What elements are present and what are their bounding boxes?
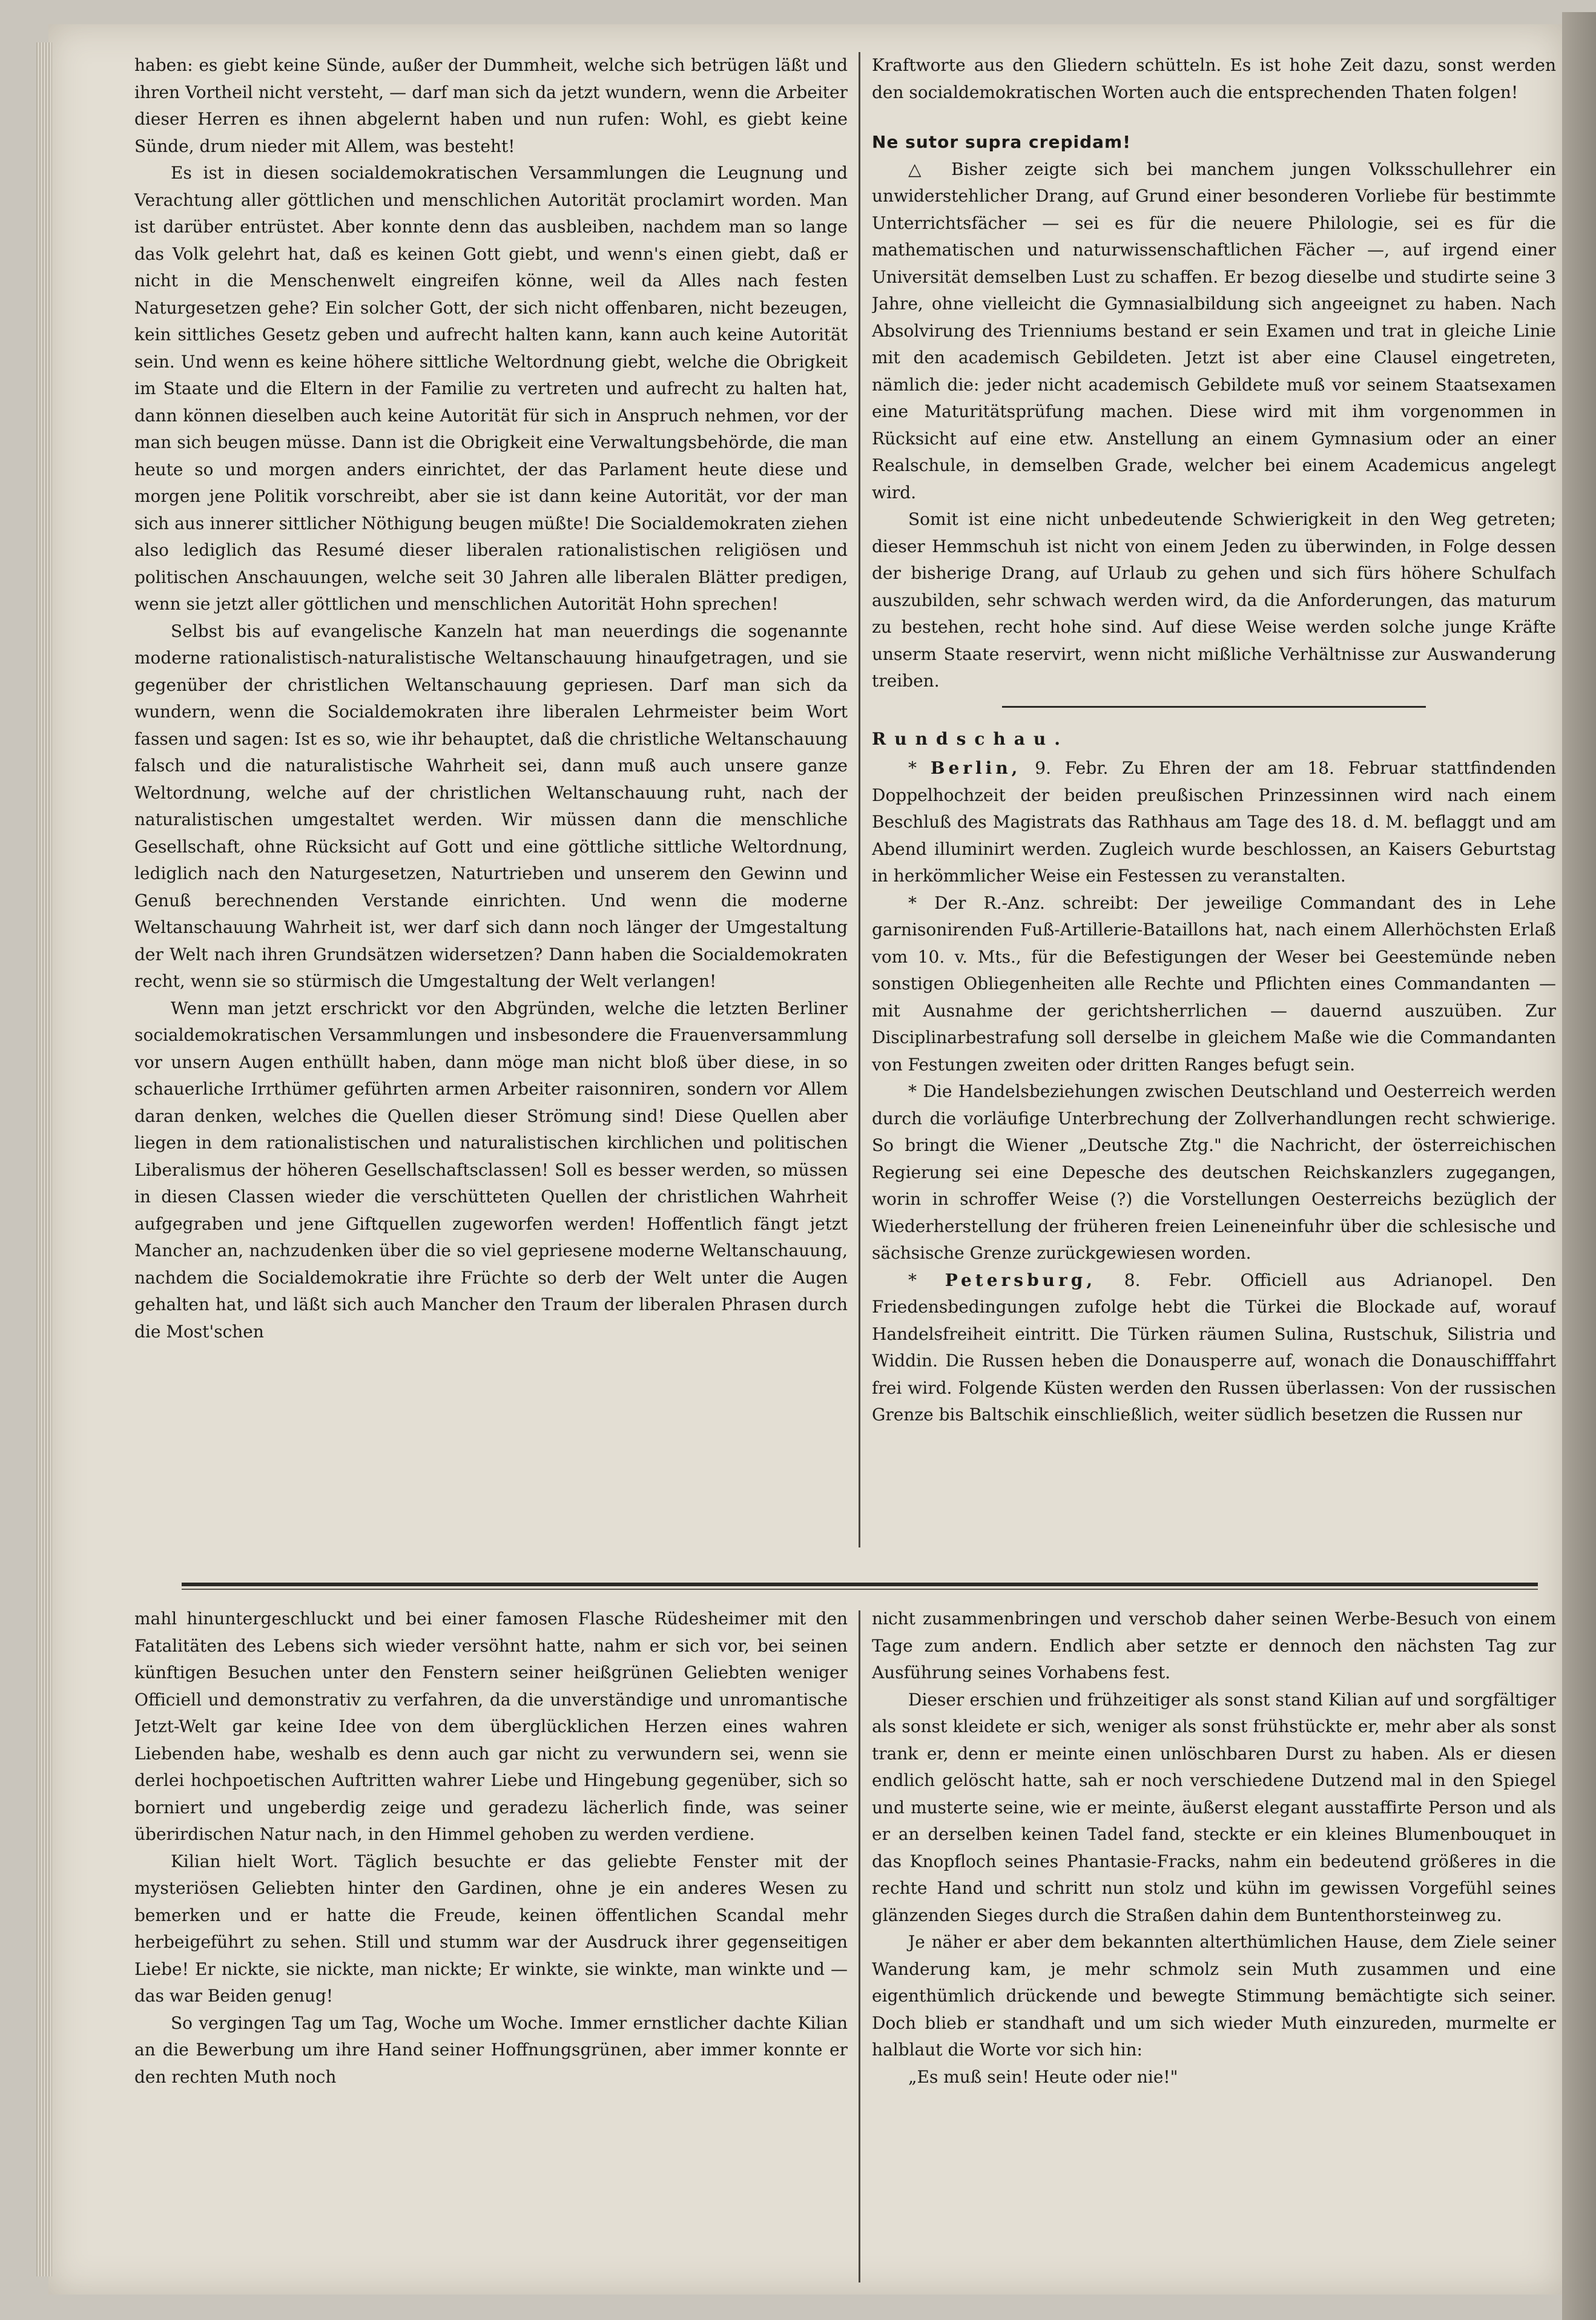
paragraph-text: Bisher zeigte sich bei manchem jungen Volksschullehrer ein unwiderstehlicher Drang, auf Grund einer besonderen Vorliebe für bestimmte Unterrichtsfächer — sei es für die neuere Philologie, sei es für die mathematischen und naturwissenschaftlichen Fächer —, auf irgend einer Universität demselben Lust zu schaffen. Er bezog dieselbe und studirte seine 3 Jahre, ohne vielleicht die Gymnasialbildung sich angeeignet zu haben. Nach Absolvirung des Trienniums bestand er sein Examen und trat in gleiche Linie mit den academisch Gebildeten. Jetzt ist aber eine Clausel eingetreten, nämlich die: jeder nicht academisch Gebildete muß vor seinem Staatsexamen eine Maturitätsprüfung machen. Diese wird mit ihm vorgenommen in Rücksicht auf eine etw. Anstellung an einem Gymnasium oder an einer Realschule, in demselben Grade, welcher bei einem Academicus angelegt wird. <box>872 159 1556 503</box>
news-star: * <box>908 758 917 778</box>
article-column-left <box>134 52 848 1540</box>
news-item <box>872 755 1556 890</box>
paragraph: Wenn man jetzt erschrickt vor den Abgründen, welche die letzten Berliner socialdemokratischen Versammlungen und insbesondere die Frauenversammlung vor unsern Augen enthüllt haben, dann möge man nicht bloß über diese, in so schauerliche Irrthümer geführten armen Arbeiter raisonniren, sondern vor Allem daran denken, welches die Quellen dieser Strömung sind! Diese Quellen aber liegen in dem rationalistischen und naturalistischen kirchlichen und politischen Liberalismus der höheren Gesellschaftsclassen! Soll es besser werden, so müssen in diesen Classen wieder die verschütteten Quellen der christlichen Wahrheit aufgegraben und jene Giftquellen zugeworfen werden! Hoffentlich fängt jetzt Mancher an, nachzudenken über die so viel gepriesene moderne Weltanschauung, nachdem die Socialdemokratie ihre Früchte so derb der Welt unter die Augen gehalten hat, und läßt sich auch Mancher den Traum der liberalen Phrasen durch die Most'schen <box>134 998 848 1342</box>
news-item <box>872 1267 1556 1429</box>
triangle-symbol: △ <box>908 159 934 179</box>
news-item <box>872 890 1556 1079</box>
paragraph: Selbst bis auf evangelische Kanzeln hat man neuerdings die sogenannte moderne rationalistisch-naturalistische Weltanschauung hinaufgetragen, und sie gegenüber der christlichen Weltanschauung gepriesen. Darf man sich da wundern, wenn die Socialdemokraten ihre liberalen Lehrmeister beim Wort fassen und sagen: Ist es so, wie ihr behauptet, daß die christliche Weltanschauung falsch und die naturalistische Wahrheit sei, dann muß auch unsere ganze Weltordnung, welche auf der christlichen Weltanschauung ruht, nach der naturalistischen umgestaltet werden. Wir müssen dann die menschliche Gesellschaft, ohne Rücksicht auf Gott und eine göttliche sittliche Weltordnung, lediglich nach den Naturgesetzen, Naturtrieben und unserem den Gewinn und Genuß berechnenden Verstande einrichten. Und wenn die moderne Weltanschauung Wahrheit ist, wer darf sich dann noch länger der Umgestaltung der Welt nach ihren Grundsätzen widersetzen? Dann haben die Socialdemokraten recht, wenn sie so stürmisch die Umgestaltung der Welt verlangen! <box>134 621 848 991</box>
quote-line: „Es muß sein! Heute oder nie!" <box>908 2066 1178 2087</box>
news-place: Petersburg, <box>945 1270 1096 1290</box>
paragraph: So vergingen Tag um Tag, Woche um Woche. Immer ernstlicher dachte Kilian an die Bewerbung um ihre Hand seiner Hoffnungsgrünen, aber immer konnte er den rechten Muth noch <box>134 2012 848 2087</box>
paragraph: Kraftworte aus den Gliedern schütteln. Es ist hohe Zeit dazu, sonst werden den socialdemokratischen Worten auch die entsprechenden Thaten folgen! <box>872 55 1556 102</box>
paragraph: mahl hinuntergeschluckt und bei einer famosen Flasche Rüdesheimer mit den Fatalitäten des Lebens sich wieder versöhnt hatte, nahm er sich vor, bei seinen künftigen Besuchen unter den Fenstern seiner heißgrünen Geliebten weniger Officiell und demonstrativ zu verfahren, da die unverständige und unromantische Jetzt-Welt gar keine Idee von dem überglücklichen Herzen eines wahren Liebenden habe, weshalb es denn auch gar nicht zu verwundern sei, wenn sie derlei hochpoetischen Auftritten wahrer Liebe und Hingebung gegenüber, sich so borniert und ungeberdig zeige und geradezu lächerlich finde, was seiner überirdischen Natur nach, in den Himmel gehoben zu werden verdiene. <box>134 1609 848 1844</box>
binding-edge <box>1562 12 1596 2320</box>
paragraph: Somit ist eine nicht unbedeutende Schwierigkeit in den Weg getreten; dieser Hemmschuh ist nicht von einem Jeden zu überwinden, in Folge dessen der bisherige Drang, auf Urlaub zu gehen und sich fürs höhere Schulfach auszubilden, sehr schwach werden wird, da die Anforderungen, das maturum zu bestehen, recht hohe sind. Auf diese Weise werden solche junge Kräfte unserm Staate reservirt, wenn nicht mißliche Verhältnisse zur Auswanderung treiben. <box>872 509 1556 691</box>
paragraph <box>872 156 1556 507</box>
feuilleton-rule-thin <box>182 1589 1538 1590</box>
news-item <box>872 1078 1556 1267</box>
feuilleton-column-left <box>134 1606 848 2296</box>
paragraph: Dieser erschien und frühzeitiger als sonst stand Kilian auf und sorgfältiger als sonst kleidete er sich, weniger als sonst frühstückte er, mehr aber als sonst trank er, denn er meinte einen unlöschbaren Durst zu haben. Als er diesen endlich gelöscht hatte, sah er noch verschiedene Dutzend mal in den Spiegel und musterte seine, wie er meinte, äußerst elegant ausstaffirte Person und als er an derselben keinen Tadel fand, steckte er ein kleines Blumenbouquet in das Knopfloch seines Phantasie-Fracks, nahm ein bedeutend größeres in die rechte Hand und schritt nun stolz und kühn im gewissen Vorgefühl seines glänzenden Sieges durch die Straßen dahin dem Buntenthorsteinweg zu. <box>872 1689 1556 1925</box>
paragraph: nicht zusammenbringen und verschob daher seinen Werbe-Besuch von einem Tage zum andern. Endlich aber setzte er dennoch den nächsten Tag zur Ausführung seines Vorhabens fest. <box>872 1609 1556 1682</box>
news-text: 9. Febr. Zu Ehren der am 18. Februar stattfindenden Doppelhochzeit der beiden preußischen Prinzessinnen wird nach einem Beschluß des Magistrats das Rathhaus am Tage des 18. d. M. beflaggt und am Abend illuminirt werden. Zugleich wurde beschlossen, an Kaisers Geburtstag in herkömmlicher Weise ein Festessen zu veranstalten. <box>872 758 1556 886</box>
news-text: 8. Febr. Officiell aus Adrianopel. Den Friedensbedingungen zufolge hebt die Türkei die Blockade auf, worauf Handelsfreiheit eintritt. Die Türken räumen Sulina, Rustschuk, Silistria und Widdin. Die Russen heben die Donausperre auf, wonach die Donauschifffahrt frei wird. Folgende Küsten werden den Russen überlassen: Von der russischen Grenze bis Baltschik einschließlich, weiter südlich besetzen die Russen nur <box>872 1270 1556 1425</box>
paragraph: haben: es giebt keine Sünde, außer der Dummheit, welche sich betrügen läßt und ihren Vortheil nicht versteht, — darf man sich da jetzt wundern, wenn die Arbeiter dieser Herren es ihnen abgelernt haben und nun rufen: Wohl, es giebt keine Sünde, drum nieder mit Allem, was besteht! <box>134 55 848 156</box>
article-column-right <box>872 52 1556 1540</box>
feuilleton-rule <box>182 1583 1538 1586</box>
column-rule-bottom <box>859 1610 860 2282</box>
section-divider <box>1002 706 1426 708</box>
feuilleton-column-right <box>872 1606 1556 2296</box>
news-star: * <box>908 1270 917 1290</box>
section-heading-ne-sutor: Ne sutor supra crepidam! <box>872 132 1131 152</box>
paragraph: Je näher er aber dem bekannten alterthümlichen Hause, dem Ziele seiner Wanderung kam, je mehr schmolz sein Muth zusammen und eine eigenthümlich drückende und bewegte Stimmung bemächtigte sich seiner. Doch blieb er standhaft und um sich wieder Muth einzureden, murmelte er halblaut die Worte vor sich hin: <box>872 1932 1556 2060</box>
news-star: * <box>908 1081 917 1101</box>
page-stack-edge <box>36 42 52 2276</box>
news-text: Die Handelsbeziehungen zwischen Deutschland und Oesterreich werden durch die vorläufige Unterbrechung der Zollverhandlungen recht schwierige. So bringt die Wiener „Deutsche Ztg." die Nachricht, der österreichischen Regierung sei eine Depesche des deutschen Reichskanzlers zugegangen, worin in schroffer Weise (?) die Vorstellungen Oesterreichs bezüglich der Wiederherstellung der früheren freien Leineneinfuhr über die schlesische und sächsische Grenze zurückgewiesen worden. <box>872 1081 1556 1263</box>
paragraph: Kilian hielt Wort. Täglich besuchte er das geliebte Fenster mit der mysteriösen Geliebten hinter den Gardinen, ohne je ein anderes Wesen zu bemerken und er hatte die Freude, keinen öffentlichen Scandal mehr herbeigeführt zu sehen. Still und stumm war der Ausdruck ihrer gegenseitigen Liebe! Er nickte, sie nickte, man nickte; Er winkte, sie winkte, man winkte und — das war Beiden genug! <box>134 1851 848 2006</box>
section-heading-rundschau: Rundschau. <box>872 728 1069 749</box>
column-rule-top <box>859 52 860 1547</box>
news-place: Berlin, <box>930 758 1021 778</box>
news-star: * <box>908 892 917 913</box>
news-text: Der R.-Anz. schreibt: Der jeweilige Commandant des in Lehe garnisonirenden Fuß-Artillerie-Bataillons hat, nach einem Allerhöchsten Erlaß vom 10. v. Mts., für die Befestigungen der Weser bei Geestemünde neben sonstigen Obliegenheiten alle Rechte und Pflichten eines Commandanten — mit Ausnahme der gerichtsherrlichen — dauernd auszuüben. Zur Disciplinarbestrafung soll derselbe in gleichem Maße wie die Commandanten von Festungen zweiten oder dritten Ranges befugt sein. <box>872 892 1556 1075</box>
paragraph: Es ist in diesen socialdemokratischen Versammlungen die Leugnung und Verachtung aller göttlichen und menschlichen Autorität proclamirt worden. Man ist darüber entrüstet. Aber konnte denn das ausbleiben, nachdem man so lange das Volk gelehrt hat, daß es keinen Gott giebt, und wenn's einen giebt, daß er nicht in die Menschenwelt eingreifen könne, weil da Alles nach festen Naturgesetzen gehe? Ein solcher Gott, der sich nicht offenbaren, nicht bezeugen, kein sittliches Gesetz geben und aufrecht halten kann, kann auch keine Autorität sein. Und wenn es keine höhere sittliche Weltordnung giebt, welche die Obrigkeit im Staate und die Eltern in der Familie zu vertreten und aufrecht zu halten hat, dann können dieselben auch keine Autorität für sich in Anspruch nehmen, vor der man sich beugen müsse. Dann ist die Obrigkeit eine Verwaltungsbehörde, die man heute so und morgen anders einrichtet, der das Parlament heute diese und morgen jene Politik vorschreibt, aber sie ist dann keine Autorität, vor der man sich aus innerer sittlicher Nöthigung beugen müßte! Die Socialdemokraten ziehen also lediglich das Resumé dieser liberalen rationalistischen religiösen und politischen Anschauungen, welche seit 30 Jahren alle liberalen Blätter predigen, wenn sie jetzt aller göttlichen und menschlichen Autorität Hohn sprechen! <box>134 163 848 614</box>
